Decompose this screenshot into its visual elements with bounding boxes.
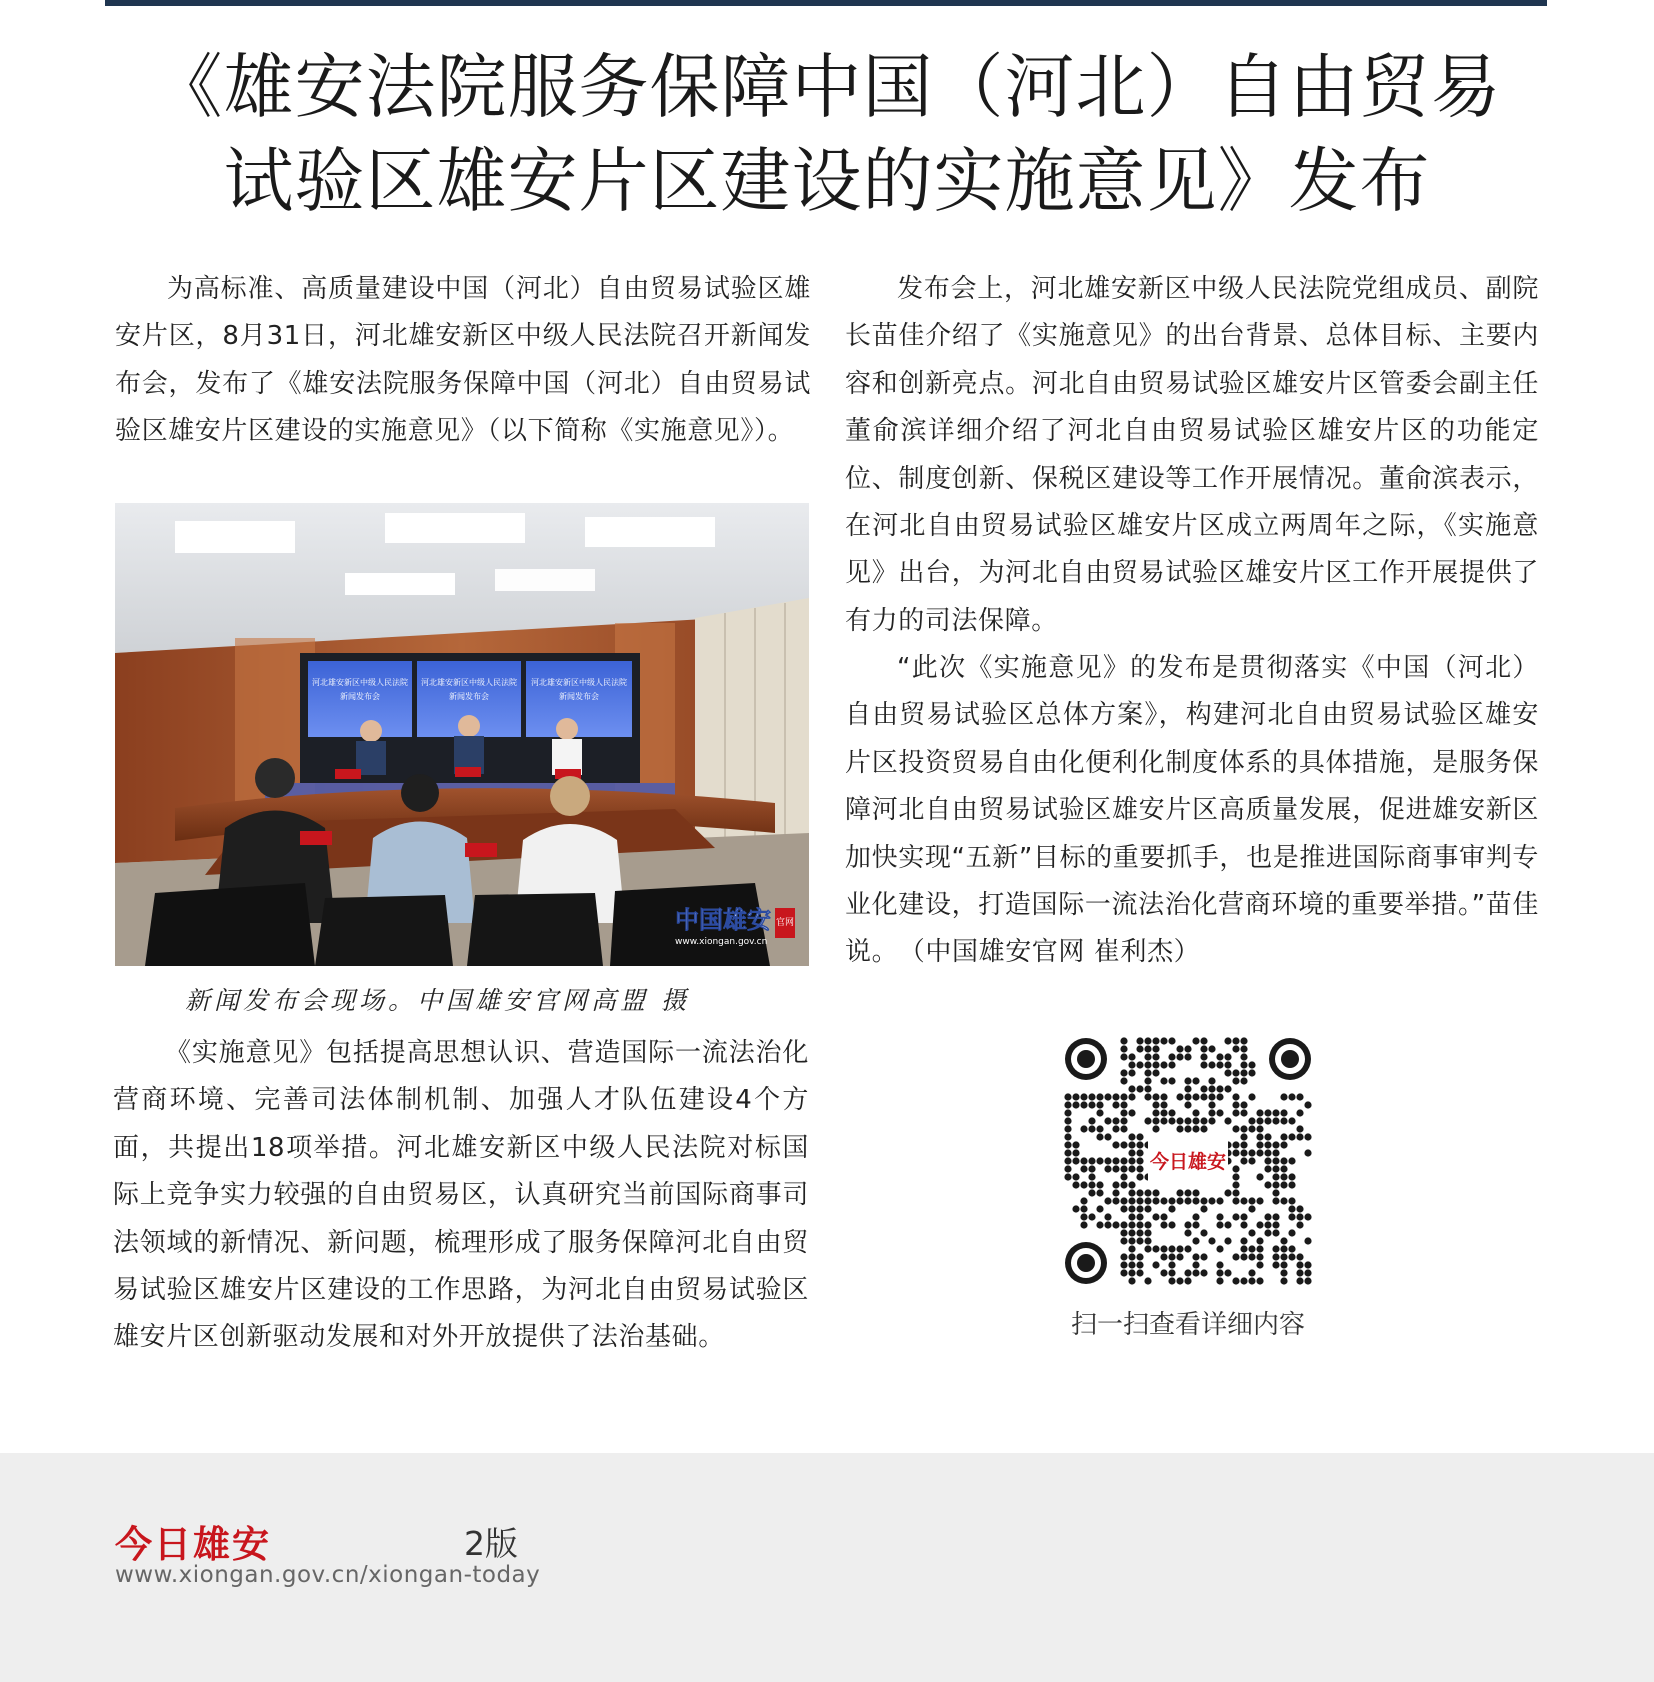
qr-finder-bottom-left [1065, 1242, 1107, 1284]
headline [0, 40, 1654, 228]
footer-url[interactable]: www.xiongan.gov.cn/xiongan-today [115, 1562, 541, 1588]
screen-subtext-3: 新闻发布会 [559, 692, 599, 701]
article-paragraph-2: 《实施意见》包括提高思想认识、营造国际一流法治化营商环境、完善司法体制机制、加强人才队伍建设4个方面，共提出18项举措。河北雄安新区中级人民法院对标国际上竞争实力较强的自由贸易区，认真研究当前国际商事司法领域的新情况、新问题，梳理形成了服务保障河北自由贸易试验区雄安片区建设的工作思路，为河北自由贸易试验区雄安片区创新驱动发展和对外开放提供了法治基础。 [113, 1038, 809, 1353]
watermark-url: www.xiongan.gov.cn [675, 937, 768, 947]
qr-finder-top-right [1269, 1038, 1311, 1080]
headline-line-2: 试验区雄安片区建设的实施意见》发布 [223, 140, 1431, 222]
qr-caption: 扫一扫查看详细内容 [1070, 1310, 1305, 1340]
top-rule [105, 0, 1547, 6]
article-paragraph-4: “此次《实施意见》的发布是贯彻落实《中国（河北）自由贸易试验区总体方案》，构建河北自由贸易试验区雄安片区投资贸易自由化便利化制度体系的具体措施，是服务保障河北自由贸易试验区雄安片区高质量发展，促进雄安新区加快实现“五新”目标的重要抓手，也是推进国际商事审判专业化建设，打造国际一流法治化营商环境的重要举措。”苗佳说。 （中国雄安官网 崔利杰） [845, 653, 1539, 968]
qr-code[interactable] [1064, 1037, 1312, 1285]
qr-center-logo: 今日雄安 [1149, 1151, 1227, 1173]
article-paragraph-1: 为高标准、高质量建设中国（河北）自由贸易试验区雄安片区，8月31日，河北雄安新区中级人民法院召开新闻发布会，发布了《雄安法院服务保障中国（河北）自由贸易试验区雄安片区建设的实施意见》（以下简称《实施意见》）。 [115, 274, 811, 447]
qr-finder-top-left [1065, 1038, 1107, 1080]
watermark-text: 中国雄安 [675, 905, 771, 934]
edition-number: 2版 [464, 1524, 518, 1563]
watermark-seal: 官网 [775, 918, 795, 928]
footer-brand-logo: 今日雄安 [115, 1522, 271, 1566]
photo-caption: 新闻发布会现场。中国雄安官网高盟 摄 [185, 986, 690, 1015]
screen-text-1: 河北雄安新区中级人民法院 [312, 678, 408, 687]
screen-text-2: 河北雄安新区中级人民法院 [421, 678, 517, 687]
article-paragraph-3: 发布会上，河北雄安新区中级人民法院党组成员、副院长苗佳介绍了《实施意见》的出台背景、总体目标、主要内容和创新亮点。河北自由贸易试验区雄安片区管委会副主任董俞滨详细介绍了河北自由贸易试验区雄安片区的功能定位、制度创新、保税区建设等工作开展情况。董俞滨表示，在河北自由贸易试验区雄安片区成立两周年之际，《实施意见》出台，为河北自由贸易试验区雄安片区工作开展提供了有力的司法保障。 [845, 274, 1539, 636]
screen-subtext-2: 新闻发布会 [449, 692, 489, 701]
screen-subtext-1: 新闻发布会 [340, 692, 380, 701]
press-conference-photo [115, 503, 809, 966]
headline-line-1: 《雄安法院服务保障中国（河北）自由贸易 [152, 46, 1502, 128]
screen-text-3: 河北雄安新区中级人民法院 [531, 678, 627, 687]
